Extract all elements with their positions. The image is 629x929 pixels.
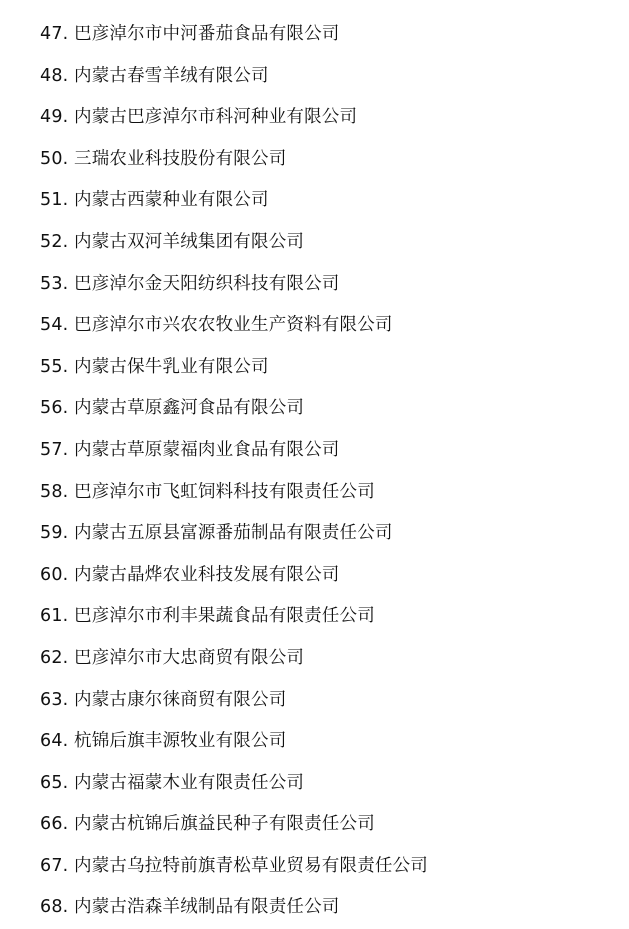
list-item-number: 64. (40, 731, 69, 752)
list-item (40, 430, 611, 472)
list-item-number: 49. (40, 107, 69, 128)
list-item-number: 63. (40, 689, 69, 710)
list-item (40, 887, 611, 929)
list-item (40, 97, 611, 139)
list-item (40, 596, 611, 638)
list-item-number: 53. (40, 273, 69, 294)
list-item-label: 三瑞农业科技股份有限公司 (74, 148, 287, 169)
list-item-label: 内蒙古浩森羊绒制品有限责任公司 (74, 897, 340, 918)
list-item-number: 48. (40, 65, 69, 86)
list-item-number: 52. (40, 231, 69, 252)
list-item-number: 68. (40, 897, 69, 918)
list-item (40, 14, 611, 56)
list-item-label: 内蒙古春雪羊绒有限公司 (74, 65, 269, 86)
list-item (40, 472, 611, 514)
list-item-label: 巴彦淖尔市大忠商贸有限公司 (74, 647, 305, 668)
list-item-label: 内蒙古西蒙种业有限公司 (74, 190, 269, 211)
list-item (40, 305, 611, 347)
list-item (40, 139, 611, 181)
list-item (40, 56, 611, 98)
list-item-number: 50. (40, 148, 69, 169)
list-item (40, 388, 611, 430)
list-item-label: 内蒙古双河羊绒集团有限公司 (74, 231, 305, 252)
list-item-number: 60. (40, 564, 69, 585)
list-item-label: 内蒙古草原蒙福肉业食品有限公司 (74, 439, 340, 460)
list-item (40, 846, 611, 888)
list-item-label: 内蒙古保牛乳业有限公司 (74, 356, 269, 377)
list-item-label: 巴彦淖尔市兴农农牧业生产资料有限公司 (74, 315, 393, 336)
list-item-label: 内蒙古草原鑫河食品有限公司 (74, 398, 305, 419)
list-item-number: 67. (40, 855, 69, 876)
company-list (40, 14, 611, 929)
list-item-label: 巴彦淖尔市利丰果蔬食品有限责任公司 (74, 606, 375, 627)
list-item (40, 721, 611, 763)
list-item (40, 264, 611, 306)
list-item-number: 66. (40, 814, 69, 835)
list-item-number: 57. (40, 439, 69, 460)
list-item-label: 内蒙古福蒙木业有限责任公司 (74, 772, 305, 793)
list-item (40, 680, 611, 722)
list-item (40, 555, 611, 597)
list-item-number: 59. (40, 523, 69, 544)
list-item (40, 804, 611, 846)
list-item-number: 65. (40, 772, 69, 793)
list-item (40, 638, 611, 680)
list-item-label: 内蒙古晶烨农业科技发展有限公司 (74, 564, 340, 585)
list-item-label: 内蒙古杭锦后旗益民种子有限责任公司 (74, 814, 375, 835)
list-item-label: 内蒙古五原县富源番茄制品有限责任公司 (74, 523, 393, 544)
list-item-number: 58. (40, 481, 69, 502)
list-item-number: 54. (40, 315, 69, 336)
list-item-label: 内蒙古乌拉特前旗青松草业贸易有限责任公司 (74, 855, 428, 876)
list-item-label: 巴彦淖尔市飞虹饲料科技有限责任公司 (74, 481, 375, 502)
list-item-number: 47. (40, 24, 69, 44)
list-item (40, 180, 611, 222)
list-item-label: 杭锦后旗丰源牧业有限公司 (74, 731, 287, 752)
list-item (40, 763, 611, 805)
list-item (40, 347, 611, 389)
list-item-number: 55. (40, 356, 69, 377)
list-item (40, 222, 611, 264)
list-item-number: 56. (40, 398, 69, 419)
list-item-label: 巴彦淖尔市中河番茄食品有限公司 (74, 24, 340, 44)
list-item-label: 内蒙古巴彦淖尔市科河种业有限公司 (74, 107, 358, 128)
list-item (40, 513, 611, 555)
list-item-label: 巴彦淖尔金天阳纺织科技有限公司 (74, 273, 340, 294)
list-item-number: 61. (40, 606, 69, 627)
list-item-number: 51. (40, 190, 69, 211)
list-item-number: 62. (40, 647, 69, 668)
list-item-label: 内蒙古康尔徕商贸有限公司 (74, 689, 287, 710)
